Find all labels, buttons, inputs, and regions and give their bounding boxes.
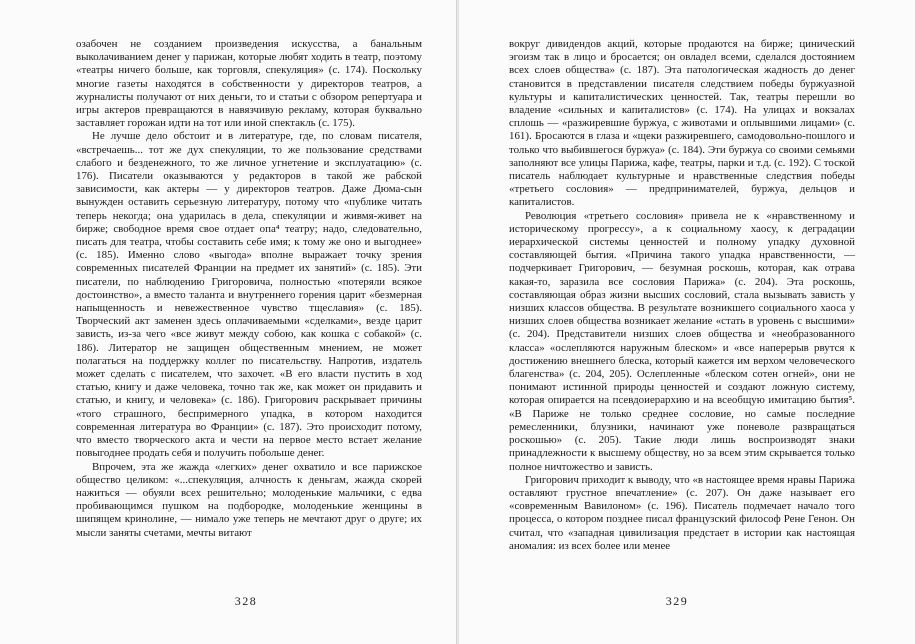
right-page — [458, 0, 915, 644]
paragraph: озабочен не созданием произведения искусства, а банальным выколачиванием денег у парижан, которые любят ходить в театр, поэтому «театры ничего больше, как торговля, спекуляция» (с. 174). Поскольку многие газеты находятся в собственности у директоров театров, а журналисты получают от них деньги, то и статьи с обзором репертуара и игры актеров превращаются в навязчивую рекламу, которая буквально заставляет горожан идти на тот или иной спектакль (с. 175). — [76, 38, 422, 130]
paragraph: Григорович приходит к выводу, что «в настоящее время нравы Парижа оставляют грустное впечатление» (с. 207). Он даже называет его «современным Вавилоном» (с. 196). Писатель подмечает начало того процесса, о котором позднее писал французский философ Рене Генон. Он считал, что «западная цивилизация предстает в истории как настоящая аномалия: из всех более или менее — [509, 473, 855, 552]
left-page-text — [76, 38, 422, 540]
paragraph: Впрочем, эта же жажда «легких» денег охватило и все парижское общество целиком: «...спекуляция, алчность к деньгам, жажда скорей нажиться — обуяли всех решительно; молоденькие мальчики, с едва пробивающимся пушком на подбородке, молоденькие женщины в шипящем кринолине, — нимало уже теперь не мечтают друг о друге; их мысли заняты счетами, мечты витают — [76, 460, 422, 539]
page-number: 329 — [665, 594, 689, 608]
left-page — [0, 0, 457, 644]
paragraph: Не лучше дело обстоит и в литературе, где, по словам писателя, «встречаешь... тот же дух спекуляции, то же пользование средствами слабого и безденежного, то же личное угнетение и эксплуатацию» (с. 176). Писатели оказываются у редакторов в такой же рабской зависимости, как актеры — у директоров театров. Даже Дюма-сын вынужден оставить серьезную литературу, потому что «публике читать теперь некогда; она ударилась в дела, спекуляции и живмя-живет на бирже; свободное время свое отдает опа⁴ театру; надо, следовательно, писать для театра, чтобы составить себе имя; к тому же оно и выгоднее» (с. 185). Именно слово «выгода» вполне выражает точку зрения современных писателей Франции на предмет их занятий» (с. 185). Эти писатели, по наблюдению Григоровича, полностью «потеряли всякое достоинство», а вместо таланта и внутреннего горения царит «безмерная напыщенность и невежественное чувство тщеславия» (с. 185). Творческий акт заменен здесь оплачиваемыми «сделками», везде царит зависть, из-за чего «все живут между собою, как кошка с собакой» (с. 186). Литератор не защищен общественным мнением, не может полагаться на поддержку коллег по писательству. Напротив, издатель может сделать с писателем, что захочет. «В его власти пустить в ход статью, книгу и даже человека, точно так же, как может он придавить и статью, и книгу, и человека» (с. 186). Григорович раскрывает причины «того страшного, беспримерного упадка, в котором находится современная литература во Франции» (с. 187). Это происходит потому, что вместо творческого акта и чести на первое место встает желание повыгоднее продать себя и получить побольше денег. — [76, 130, 422, 460]
paragraph: вокруг дивидендов акций, которые продаются на бирже; цинический эгоизм так в лицо и бросается; он овладел всеми, сделался достоянием всех слоев общества» (с. 187). Эта патологическая жадность до денег становится в представлении писателя следствием победы буржуазной культуры и капиталистических ценностей. Так, театры перешли во владение «сильных и капиталистов» (с. 174). На улицах и вокзалах сплошь — «разжиревшие буржуа, с животами и оплывшими лицами» (с. 161). Бросаются в глаза и «щеки разжиревшего, самодовольно-пошлого и только что выбившегося буржуа» (с. 184). Эти буржуа со своими семьями заполняют все улицы Парижа, кафе, театры, парки и т.д. (с. 192). С тоской писатель наблюдает культурные и нравственные следствия победы «третьего сословия» — предпринимателей, буржуа, дельцов и капиталистов. — [509, 38, 855, 209]
paragraph: Революция «третьего сословия» привела не к «нравственному и историческому прогрессу», а к социальному хаосу, к деградации иерархической системы ценностей и полному упадку духовной составляющей бытия. «Причина такого упадка нравственности, — подчеркивает Григорович, — безумная роскошь, которая, как отрава какая-то, заразила все сословия Парижа» (с. 204). Эта роскошь, составляющая образ жизни высших сословий, стала вызывать зависть у низших классов общества. В результате возникшего социального хаоса у низших слоев общества возникает желание «стать в уровень с высшими» (с. 204). Представители низших слоев общества и «необразованного класса» «ослепляются наружным блеском» и «все наперерыв рвутся к достижению внешнего блеска, который кажется им верхом человеческого благенства» (с. 204, 205). Ослепленные «блеском сотен огней», они не понимают истинной природы ценностей и создают ложную систему, которая опирается на псевдоиерархию и на всеобщую имитацию бытия⁵. «В Париже не только среднее сословие, но самые последние ремесленники, блузники, начинают уже поневоле развращаться роскошью» (с. 205). Такие люди лишь воспроизводят знаки принадлежности к высшему обществу, но за всем этим скрывается только полное ничтожество и зависть. — [509, 209, 855, 473]
page-number: 328 — [234, 594, 258, 608]
right-page-text — [509, 38, 855, 553]
